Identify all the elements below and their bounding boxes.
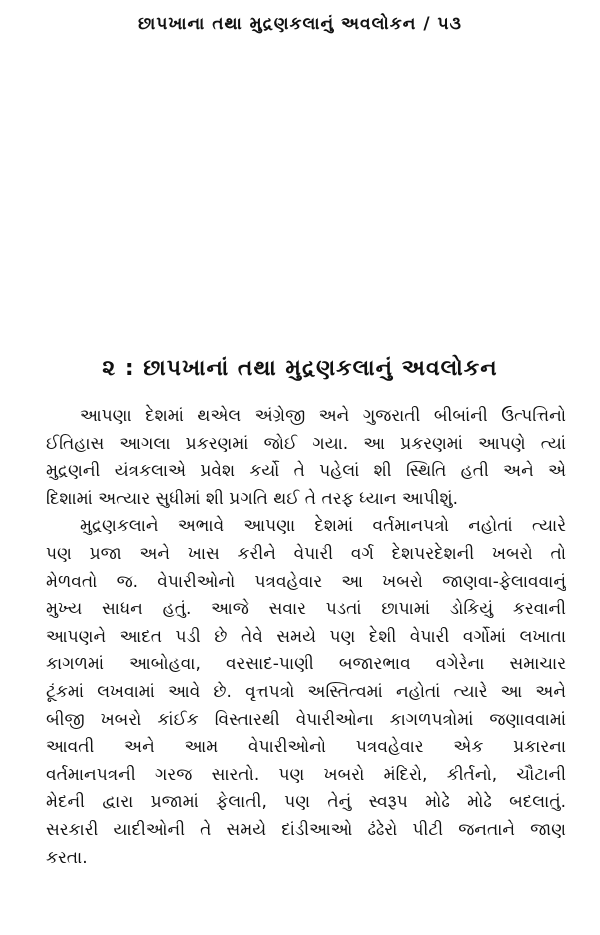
running-header: છાપખાના તથા મુદ્રણકલાનું અવલોકન / ૫૩: [138, 14, 462, 34]
text-line: બીજી ખબરો કાંઈક વિસ્તારથી વેપારીઓના કાગળપત્રોમાં જણાવવામાં: [46, 709, 566, 730]
text-line: કરતા.: [46, 847, 88, 868]
text-line: દિશામાં અત્યાર સુધીમાં શી પ્રગતિ થઈ તે તરફ ધ્યાન આપીશું.: [46, 488, 459, 509]
text-line: મેળવતો જ. વેપારીઓનો પત્રવહેવાર આ ખબરો જાણવા-ફેલાવવાનું: [46, 571, 566, 592]
text-line: આપણને આદત પડી છે તેવે સમયે પણ દેશી વેપારી વર્ગોમાં લખાતા: [46, 626, 566, 647]
text-line: પણ પ્રજા અને ખાસ કરીને વેપારી વર્ગ દેશપરદેશની ખબરો તો: [46, 543, 566, 564]
text-line: મુખ્ય સાધન હતું. આજે સવાર પડતાં છાપામાં ડોકિયું કરવાની: [46, 599, 566, 620]
body-text: [46, 403, 566, 872]
text-line: મુદ્રણની યંત્રકલાએ પ્રવેશ કર્યો તે પહેલાં શી સ્થિતિ હતી અને એ: [46, 461, 566, 482]
text-line: ઈતિહાસ આગલા પ્રકરણમાં જોઈ ગયા. આ પ્રકરણમાં આપણે ત્યાં: [46, 433, 566, 454]
text-line: ટૂંકમાં લખવામાં આવે છે. વૃત્તપત્રો અસ્તિત્વમાં નહોતાં ત્યારે આ અને: [46, 681, 566, 702]
text-line: સરકારી યાદીઓની તે સમયે દાંડીઆઓ ઢંઢેરો પીટી જનતાને જાણ: [46, 819, 566, 840]
chapter-title: ૨ : છાપખાનાં તથા મુદ્રણકલાનું અવલોકન: [102, 356, 498, 381]
text-line: મેદની દ્વારા પ્રજામાં ફેલાતી, પણ તેનું સ્વરૂપ મોઢે મોઢે બદલાતું.: [46, 792, 566, 813]
text-line: મુદ્રણકલાને અભાવે આપણા દેશમાં વર્તમાનપત્રો નહોતાં ત્યારે: [80, 516, 566, 537]
paragraph-2: [46, 513, 566, 872]
text-line: કાગળમાં આબોહવા, વરસાદ-પાણી બજારભાવ વગેરેના સમાચાર: [46, 654, 566, 675]
text-line: આપણા દેશમાં થએલ અંગ્રેજી અને ગુજરાતી બીબાંની ઉત્પત્તિનો: [80, 406, 566, 426]
text-line: આવતી અને આમ વેપારીઓનો પત્રવહેવાર એક પ્રકારના: [46, 737, 566, 758]
paragraph-1: [46, 403, 566, 513]
text-line: વર્તમાનપત્રની ગરજ સારતો. પણ ખબરો મંદિરો, કીર્તનો, ચૌટાની: [46, 764, 566, 785]
